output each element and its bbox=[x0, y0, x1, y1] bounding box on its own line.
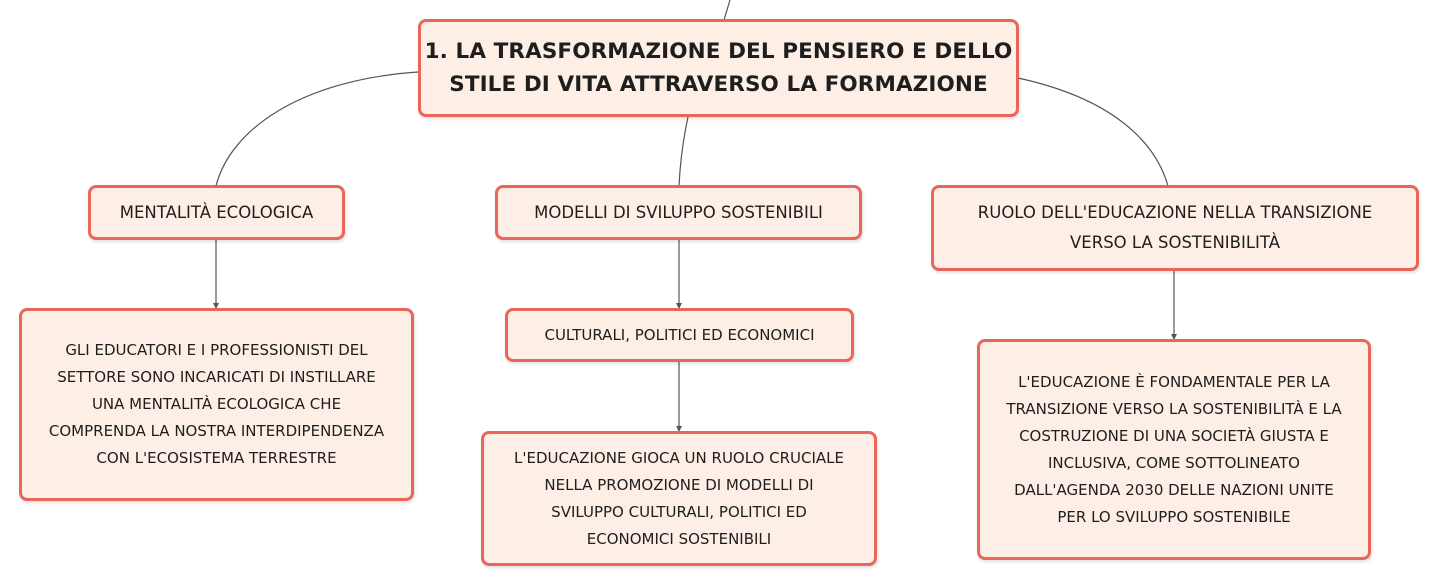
subtopic-educazione-ruolo-cruciale[interactable] bbox=[481, 431, 877, 566]
branch-ruolo-educazione[interactable] bbox=[931, 185, 1419, 271]
branch-mentalita-ecologica-label: MENTALITÀ ECOLOGICA bbox=[119, 202, 314, 222]
connector-root-to-modelli bbox=[679, 117, 688, 186]
branch-modelli-sviluppo[interactable] bbox=[495, 185, 862, 240]
connector-root-to-ruolo bbox=[1018, 78, 1168, 186]
subtopic-educazione-ruolo-cruciale-label: L'EDUCAZIONE GIOCA UN RUOLO CRUCIALE NELLA PROMOZIONE DI MODELLI DI SVILUPPO CULTURALI, POLITICI ED ECONOMICI SOSTENIBILI bbox=[514, 448, 844, 548]
subtopic-educatori-label: GLI EDUCATORI E I PROFESSIONISTI DEL SETTORE SONO INCARICATI DI INSTILLARE UNA MENTALITÀ ECOLOGICA CHE COMPRENDA LA NOSTRA INTERDIPENDENZA CON L'ECOSISTEMA TERRESTRE bbox=[48, 341, 385, 467]
subtopic-educatori[interactable] bbox=[19, 308, 414, 501]
root-topic-node[interactable] bbox=[418, 19, 1019, 117]
subtopic-culturali-politici[interactable] bbox=[505, 308, 854, 362]
branch-mentalita-ecologica[interactable] bbox=[88, 185, 345, 240]
subtopic-culturali-politici-label: CULTURALI, POLITICI ED ECONOMICI bbox=[544, 325, 815, 344]
branch-modelli-sviluppo-label: MODELLI DI SVILUPPO SOSTENIBILI bbox=[534, 202, 823, 222]
connector-root-to-mentalita bbox=[216, 72, 418, 186]
subtopic-educazione-fondamentale[interactable] bbox=[977, 339, 1371, 560]
branch-ruolo-educazione-label: RUOLO DELL'EDUCAZIONE NELLA TRANSIZIONE VERSO LA SOSTENIBILITÀ bbox=[977, 203, 1373, 252]
parent-connector bbox=[724, 0, 730, 20]
subtopic-educazione-fondamentale-label: L'EDUCAZIONE È FONDAMENTALE PER LA TRANSIZIONE VERSO LA SOSTENIBILITÀ E LA COSTRUZIONE DI UNA SOCIETÀ GIUSTA E INCLUSIVA, COME SOTTOLINEATO DALL'AGENDA 2030 DELLE NAZIONI UNITE PER LO SVILUPPO SOSTENIBILE bbox=[1006, 372, 1342, 526]
root-topic-label: 1. LA TRASFORMAZIONE DEL PENSIERO E DELLO STILE DI VITA ATTRAVERSO LA FORMAZIONE bbox=[424, 39, 1013, 97]
